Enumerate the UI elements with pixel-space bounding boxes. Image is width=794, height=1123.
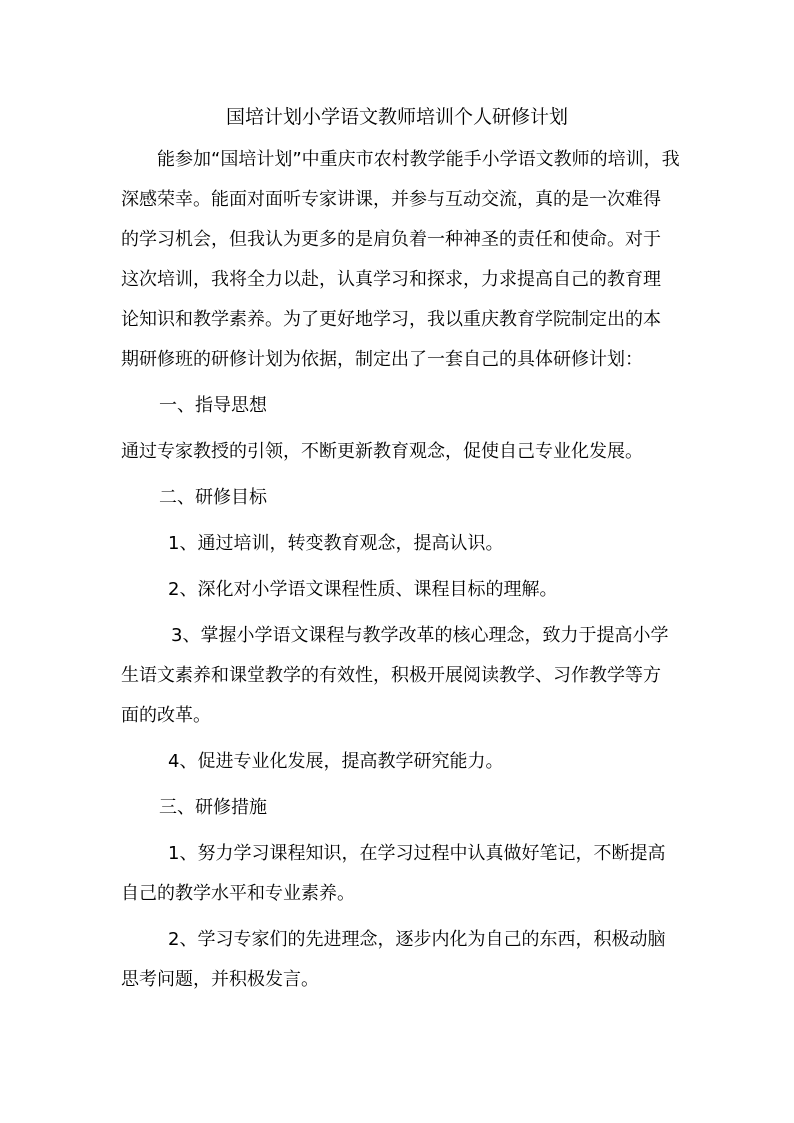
goal-item-3-line: 3、掌握小学语文课程与教学改革的核心理念，致力于提高小学: [171, 625, 669, 646]
intro-line: 期研修班的研修计划为依据，制定出了一套自己的具体研修计划：: [121, 349, 643, 370]
section3-heading: 三、研修措施: [159, 797, 267, 818]
goal-item-3: [121, 616, 681, 736]
intro-line: 这次培训，我将全力以赴，认真学习和探求，力求提高自己的教育理: [121, 269, 661, 290]
goal-item-3-line: 面的改革。: [121, 705, 211, 726]
section2-heading: 二、研修目标: [159, 487, 267, 508]
intro-line: 论知识和教学素养。为了更好地学习，我以重庆教育学院制定出的本: [121, 309, 661, 330]
goal-item-2: 2、深化对小学语文课程性质、课程目标的理解。: [168, 579, 558, 600]
goal-item-3-line: 生语文素养和课堂教学的有效性，积极开展阅读教学、习作教学等方: [121, 665, 661, 686]
measure-item-2: [121, 920, 681, 1000]
intro-line: 的学习机会，但我认为更多的是肩负着一种神圣的责任和使命。对于: [121, 229, 661, 250]
measure-item-1: [121, 834, 681, 914]
section1-heading: 一、指导思想: [159, 395, 267, 416]
goal-item-4: 4、促进专业化发展，提高教学研究能力。: [168, 751, 504, 772]
document-title: 国培计划小学语文教师培训个人研修计划: [225, 106, 568, 128]
measure-item-2-line: 思考问题，并积极发言。: [121, 969, 319, 990]
measure-item-2-line: 2、学习专家们的先进理念，逐步内化为自己的东西，积极动脑: [168, 929, 666, 950]
document-body: [121, 140, 681, 1000]
intro-line: 深感荣幸。能面对面听专家讲课，并参与互动交流，真的是一次难得: [121, 189, 661, 210]
intro-paragraph: [121, 140, 681, 380]
measure-item-1-line: 自己的教学水平和专业素养。: [121, 883, 355, 904]
measure-item-1-line: 1、努力学习课程知识，在学习过程中认真做好笔记，不断提高: [168, 843, 666, 864]
intro-line: 能参加“国培计划”中重庆市农村教学能手小学语文教师的培训，我: [157, 149, 680, 170]
goal-item-1: 1、通过培训，转变教育观念，提高认识。: [168, 533, 504, 554]
section1-text: 通过专家教授的引领，不断更新教育观念，促使自己专业化发展。: [121, 441, 643, 462]
